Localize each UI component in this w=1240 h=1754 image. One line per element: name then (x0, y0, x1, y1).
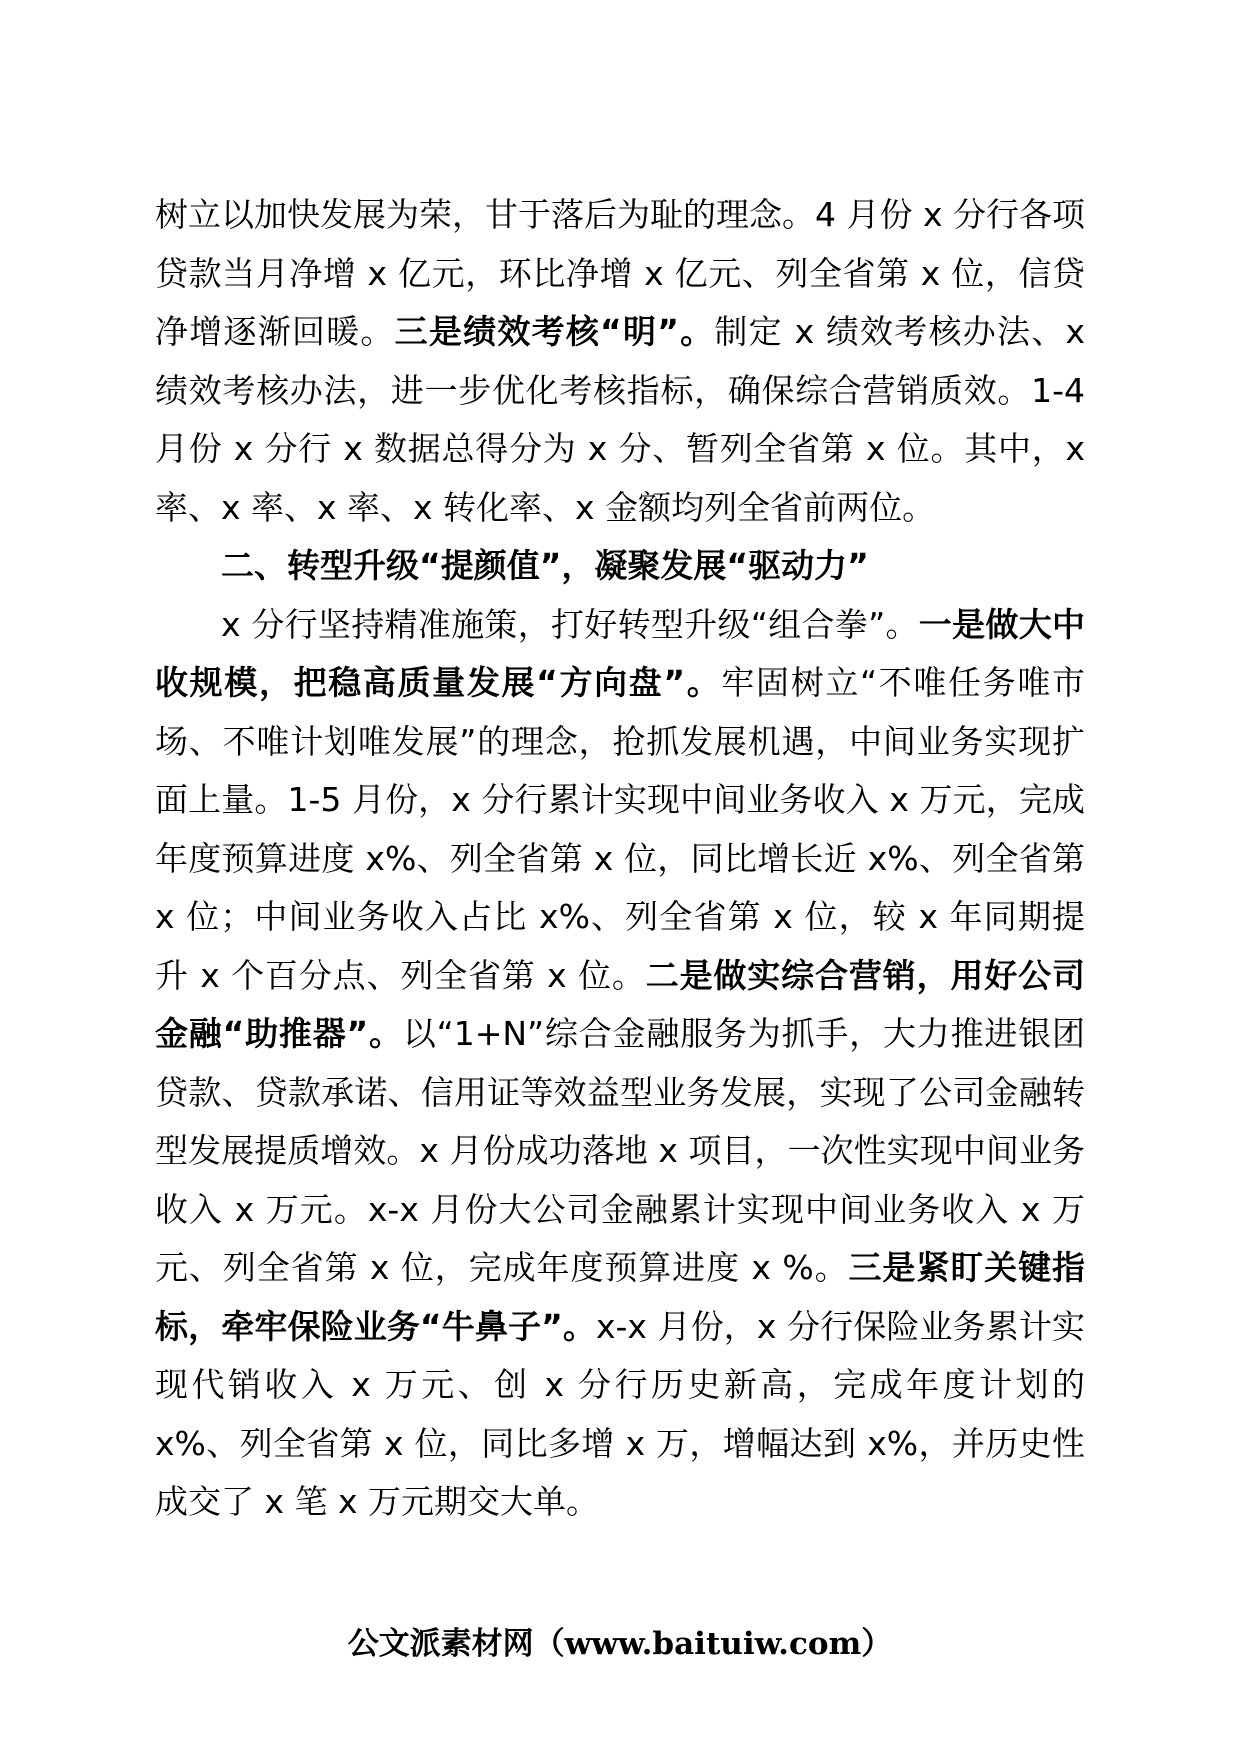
paragraph-performance (155, 186, 1085, 537)
paragraph-text: 制定 x 绩效考核办法、x 绩效考核办法，进一步优化考核指标，确保综合营销质效。1-4 月份 x 分行 x 数据总得分为 x 分、暂列全省第 x 位。其中，x 率、x 率、x 率、x 转化率、x 金额均列全省前两位。 (155, 312, 1085, 527)
bold-point-3: 三是紧盯关键指标，牵牢保险业务“牛鼻子”。 (155, 1248, 1086, 1346)
document-body (155, 186, 1085, 1532)
paragraph-text: 牢固树立“不唯任务唯市场、不唯计划唯发展”的理念，抢抓发展机遇，中间业务实现扩面上量。1-5 月份，x 分行累计实现中间业务收入 x 万元，完成年度预算进度 x%、列全省第 x 位，同比增长近 x%、列全省第 x 位；中间业务收入占比 x%、列全省第 x 位，较 x 年同期提升 x 个百分点、列全省第 x 位。 (155, 663, 1085, 995)
bold-point-2: 二是做实综合营销，用好公司金融“助推器”。 (155, 955, 1085, 1053)
section-heading: 二、转型升级“提颜值”，凝聚发展“驱动力” (221, 546, 869, 585)
bold-point-1: 一是做大中收规模，把稳高质量发展“方向盘”。 (155, 604, 1085, 702)
paragraph-text: x-x 月份，x 分行保险业务累计实现代销收入 x 万元、创 x 分行历史新高，完成年度计划的 x%、列全省第 x 位，同比多增 x 万，增幅达到 x%，并历史性成交了 x 笔 x 万元期交大单。 (155, 1306, 1085, 1521)
paragraph-text: 以“1+N”综合金融服务为抓手，大力推进银团贷款、贷款承诺、信用证等效益型业务发展，实现了公司金融转型发展提质增效。x 月份成功落地 x 项目，一次性实现中间业务收入 x 万元。x-x 月份大公司金融累计实现中间业务收入 x 万元、列全省第 x 位，完成年度预算进度 x %。 (155, 1014, 1085, 1287)
bold-point-3: 三是绩效考核“明”。 (394, 312, 715, 351)
page-footer: 公文派素材网（www.baituiw.com） (347, 1626, 893, 1662)
paragraph-text: 树立以加快发展为荣，甘于落后为耻的理念。4 月份 x 分行各项贷款当月净增 x 亿元，环比净增 x 亿元、列全省第 x 位，信贷净增逐渐回暖。 (155, 195, 1085, 351)
paragraph-text: x 分行坚持精准施策，打好转型升级“组合拳”。 (221, 604, 919, 644)
paragraph-transformation (155, 596, 1085, 1532)
